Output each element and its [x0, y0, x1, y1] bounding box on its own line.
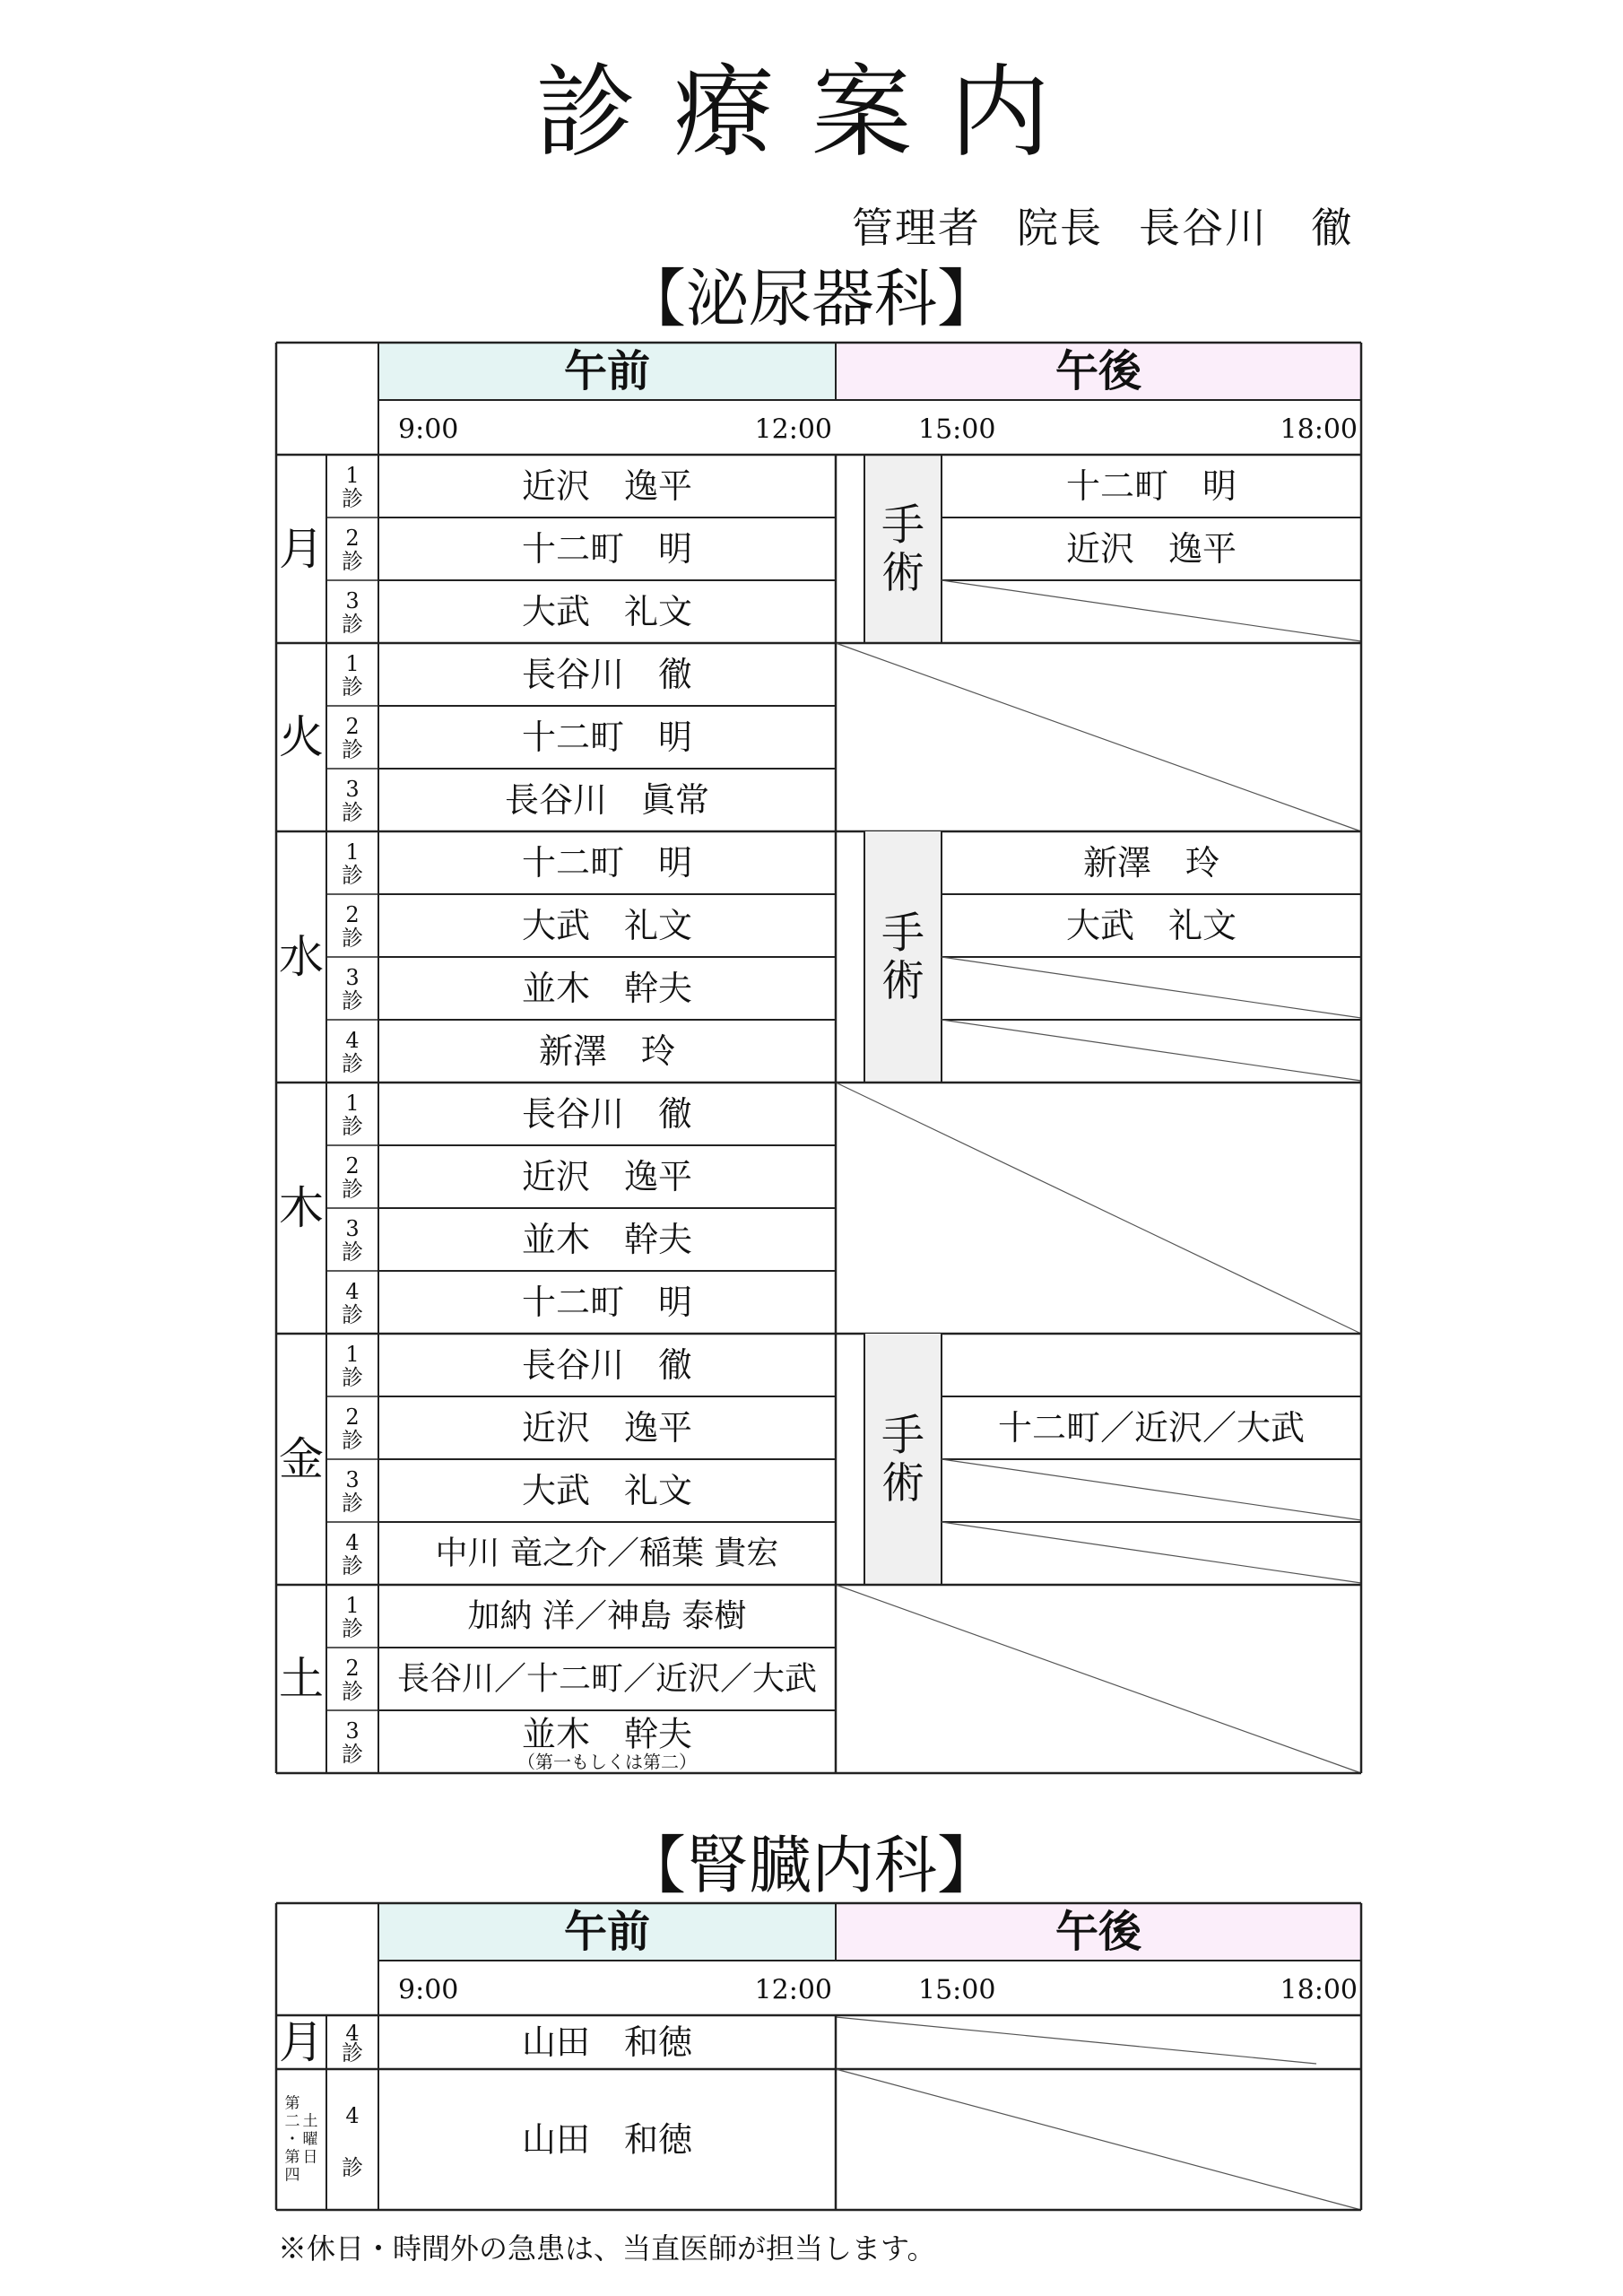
time-label: 15:00: [918, 1974, 996, 2006]
day-label: 金: [279, 1433, 324, 1485]
am-doctor: 新澤 玲: [538, 1031, 676, 1071]
empty-slot-line: [942, 1522, 1361, 1583]
slot-label: 3 診: [342, 777, 363, 825]
am-doctor: 加納 洋／神島 泰樹: [467, 1597, 747, 1635]
am-doctor: 長谷川／十二町／近沢／大武: [396, 1660, 818, 1698]
am-doctor: 近沢 逸平: [521, 1157, 693, 1196]
pm-doctor: 十二町／近沢／大武: [997, 1408, 1306, 1448]
am-doctor: 長谷川 徹: [521, 1345, 693, 1385]
time-label: 18:00: [1280, 1974, 1358, 2006]
am-doctor: 中川 竜之介／稲葉 貴宏: [435, 1535, 779, 1572]
slot-label: 4 診: [342, 1530, 363, 1578]
day-label: 月: [279, 523, 324, 575]
am-doctor: 大武 礼文: [521, 592, 693, 631]
pm-doctor: 大武 礼文: [1065, 906, 1237, 945]
day-label: 土: [279, 1653, 324, 1705]
section-title-nephrology: 【腎臓内科】: [623, 1829, 1000, 1902]
time-label: 12:00: [754, 413, 832, 446]
slot-label: 1 診: [342, 1593, 363, 1641]
pm-doctor: 十二町 明: [1065, 466, 1237, 506]
slot-label: 2 診: [342, 714, 363, 762]
slot-label: 1 診: [342, 839, 363, 888]
am-doctor: 並木 幹夫: [521, 969, 693, 1008]
footnote: ※休日・時間外の急患は、当直医師が担当します。: [278, 2231, 936, 2266]
empty-slot-line: [836, 1585, 1361, 1773]
am-doctor: 大武 礼文: [521, 1471, 693, 1510]
am-doctor: 大武 礼文: [521, 906, 693, 945]
time-label: 12:00: [754, 1974, 832, 2006]
day-label: 木: [279, 1182, 324, 1234]
time-label: 9:00: [398, 1974, 459, 2006]
manager-label: 管理者: [852, 204, 981, 252]
slot-label: 3 診: [342, 965, 363, 1013]
slot-label: 2 診: [342, 1405, 363, 1453]
empty-slot-line: [942, 957, 1361, 1018]
slot-label: 4 診: [342, 2020, 363, 2066]
empty-slot-line: [942, 580, 1361, 641]
section-title-urology: 【泌尿器科】: [623, 262, 1000, 335]
am-doctor: 山田 和徳: [521, 2022, 693, 2062]
am-header: 午前: [563, 1907, 651, 1957]
day-label: 火: [279, 711, 324, 763]
pm-doctor: 近沢 逸平: [1065, 529, 1237, 569]
surgery-label: 手術: [881, 908, 925, 1006]
empty-slot-line: [836, 2069, 1361, 2210]
slot-label: 1 診: [342, 1091, 363, 1139]
am-header: 午前: [563, 346, 651, 396]
day-label: 月: [279, 2016, 324, 2068]
slot-label: 4 診: [342, 1028, 363, 1076]
am-doctor: 近沢 逸平: [521, 466, 693, 506]
am-doctor: 並木 幹夫: [521, 1714, 693, 1754]
pm-header: 午後: [1055, 1907, 1142, 1957]
manager-name: 長谷川 徹: [1139, 204, 1354, 252]
time-label: 18:00: [1280, 413, 1358, 446]
empty-slot-line: [942, 1020, 1361, 1081]
slot-label: 3 診: [342, 1467, 363, 1516]
slot-label: 4 診: [342, 1279, 363, 1327]
slot-label: 3 診: [342, 588, 363, 637]
am-doctor: 長谷川 徹: [521, 1094, 693, 1134]
surgery-label: 手術: [881, 500, 925, 598]
am-doctor: 十二町 明: [521, 1283, 693, 1322]
time-label: 9:00: [398, 413, 459, 446]
empty-slot-line: [836, 1083, 1361, 1334]
day-label: 水: [279, 931, 324, 983]
slot-label: 2 診: [342, 1153, 363, 1202]
am-doctor: 長谷川 眞常: [504, 780, 710, 820]
slot-label: 3 診: [342, 1216, 363, 1265]
empty-slot-line: [836, 643, 1361, 831]
am-doctor: 山田 和徳: [521, 2119, 693, 2160]
manager-role: 院長: [1017, 204, 1103, 252]
slot-label: 4 診: [342, 2102, 363, 2180]
page-title: 診療案内: [535, 55, 1088, 171]
slot-label: 2 診: [342, 1656, 363, 1704]
am-doctor: 十二町 明: [521, 718, 693, 757]
pm-header: 午後: [1055, 346, 1142, 396]
am-doctor: 十二町 明: [521, 843, 693, 883]
slot-label: 2 診: [342, 526, 363, 574]
pm-doctor: 新澤 玲: [1082, 843, 1220, 883]
slot-label: 1 診: [342, 1342, 363, 1390]
day-label: 第二・第四土曜日: [284, 2094, 318, 2185]
am-doctor-note: （第一もしくは第二）: [517, 1751, 697, 1773]
slot-label: 2 診: [342, 902, 363, 951]
time-label: 15:00: [918, 413, 996, 446]
slot-label: 1 診: [342, 463, 363, 511]
am-doctor: 長谷川 徹: [521, 655, 693, 694]
am-doctor: 十二町 明: [521, 529, 693, 569]
am-doctor: 近沢 逸平: [521, 1408, 693, 1448]
empty-slot-line: [836, 2017, 1316, 2064]
slot-label: 1 診: [342, 651, 363, 700]
am-doctor: 並木 幹夫: [521, 1220, 693, 1259]
empty-slot-line: [942, 1459, 1361, 1520]
slot-label: 3 診: [342, 1718, 363, 1767]
surgery-label: 手術: [881, 1410, 925, 1509]
